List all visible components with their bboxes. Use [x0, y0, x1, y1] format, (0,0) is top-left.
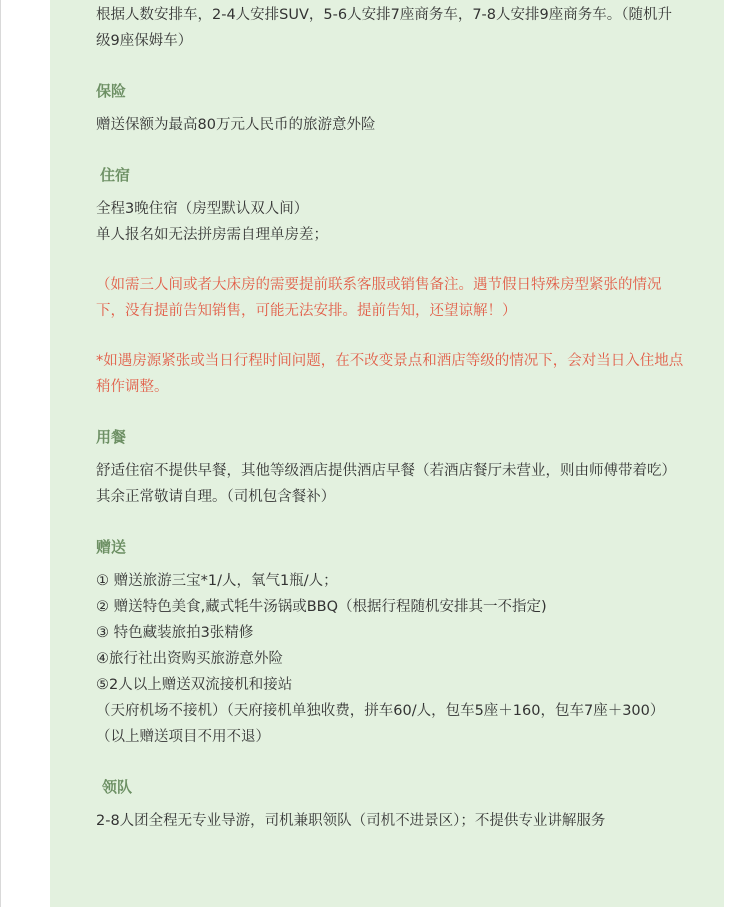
lodging-adjustment-note: *如遇房源紧张或当日行程时间问题，在不改变景点和酒店等级的情况下，会对当日入住地点稍作调整。: [96, 353, 684, 395]
lodging-heading: 住宿: [100, 166, 131, 184]
meals-text: 舒适住宿不提供早餐，其他等级酒店提供酒店早餐（若酒店餐厅未营业，则由师傅带着吃）其余正常敬请自理。（司机包含餐补）: [96, 463, 676, 505]
gift-item: ⑤2人以上赠送双流接机和接站: [96, 677, 293, 693]
gift-item: ③ 特色藏装旅拍3张精修: [96, 625, 254, 641]
gifts-airport-note: （天府机场不接机）（天府接机单独收费，拼车60/人，包车5座＋160，包车7座＋300）: [96, 703, 665, 719]
insurance-text: 赠送保额为最高80万元人民币的旅游意外险: [96, 117, 376, 133]
lodging-line-1: 全程3晚住宿（房型默认双人间）: [96, 201, 309, 217]
gifts-list: [96, 568, 686, 698]
car-arrangement-text: 根据人数安排车，2-4人安排SUV，5-6人安排7座商务车，7-8人安排9座商务车。（随机升级9座保姆车）: [96, 7, 672, 49]
lodging-room-type-note: （如需三人间或者大床房的需要提前联系客服或销售备注。遇节假日特殊房型紧张的情况下，没有提前告知销售，可能无法安排。提前告知，还望谅解！）: [96, 277, 662, 319]
gift-item: ② 赠送特色美食,藏式牦牛汤锅或BBQ（根据行程随机安排其一不指定): [96, 599, 547, 615]
lodging-line-2: 单人报名如无法拼房需自理单房差；: [96, 227, 328, 243]
gift-item: ④旅行社出资购买旅游意外险: [96, 651, 283, 667]
leader-heading: 领队: [102, 778, 133, 796]
itinerary-content: [96, 0, 686, 834]
meals-heading: 用餐: [96, 428, 127, 446]
leader-text: 2-8人团全程无专业导游，司机兼职领队（司机不进景区）；不提供专业讲解服务: [96, 813, 606, 829]
gift-item: ① 赠送旅游三宝*1/人，氧气1瓶/人；: [96, 573, 338, 589]
gifts-no-refund-note: （以上赠送项目不用不退）: [96, 729, 270, 745]
itinerary-info-panel: [50, 0, 724, 907]
page-left-border: [0, 0, 1, 907]
gifts-heading: 赠送: [96, 538, 127, 556]
insurance-heading: 保险: [96, 82, 127, 100]
